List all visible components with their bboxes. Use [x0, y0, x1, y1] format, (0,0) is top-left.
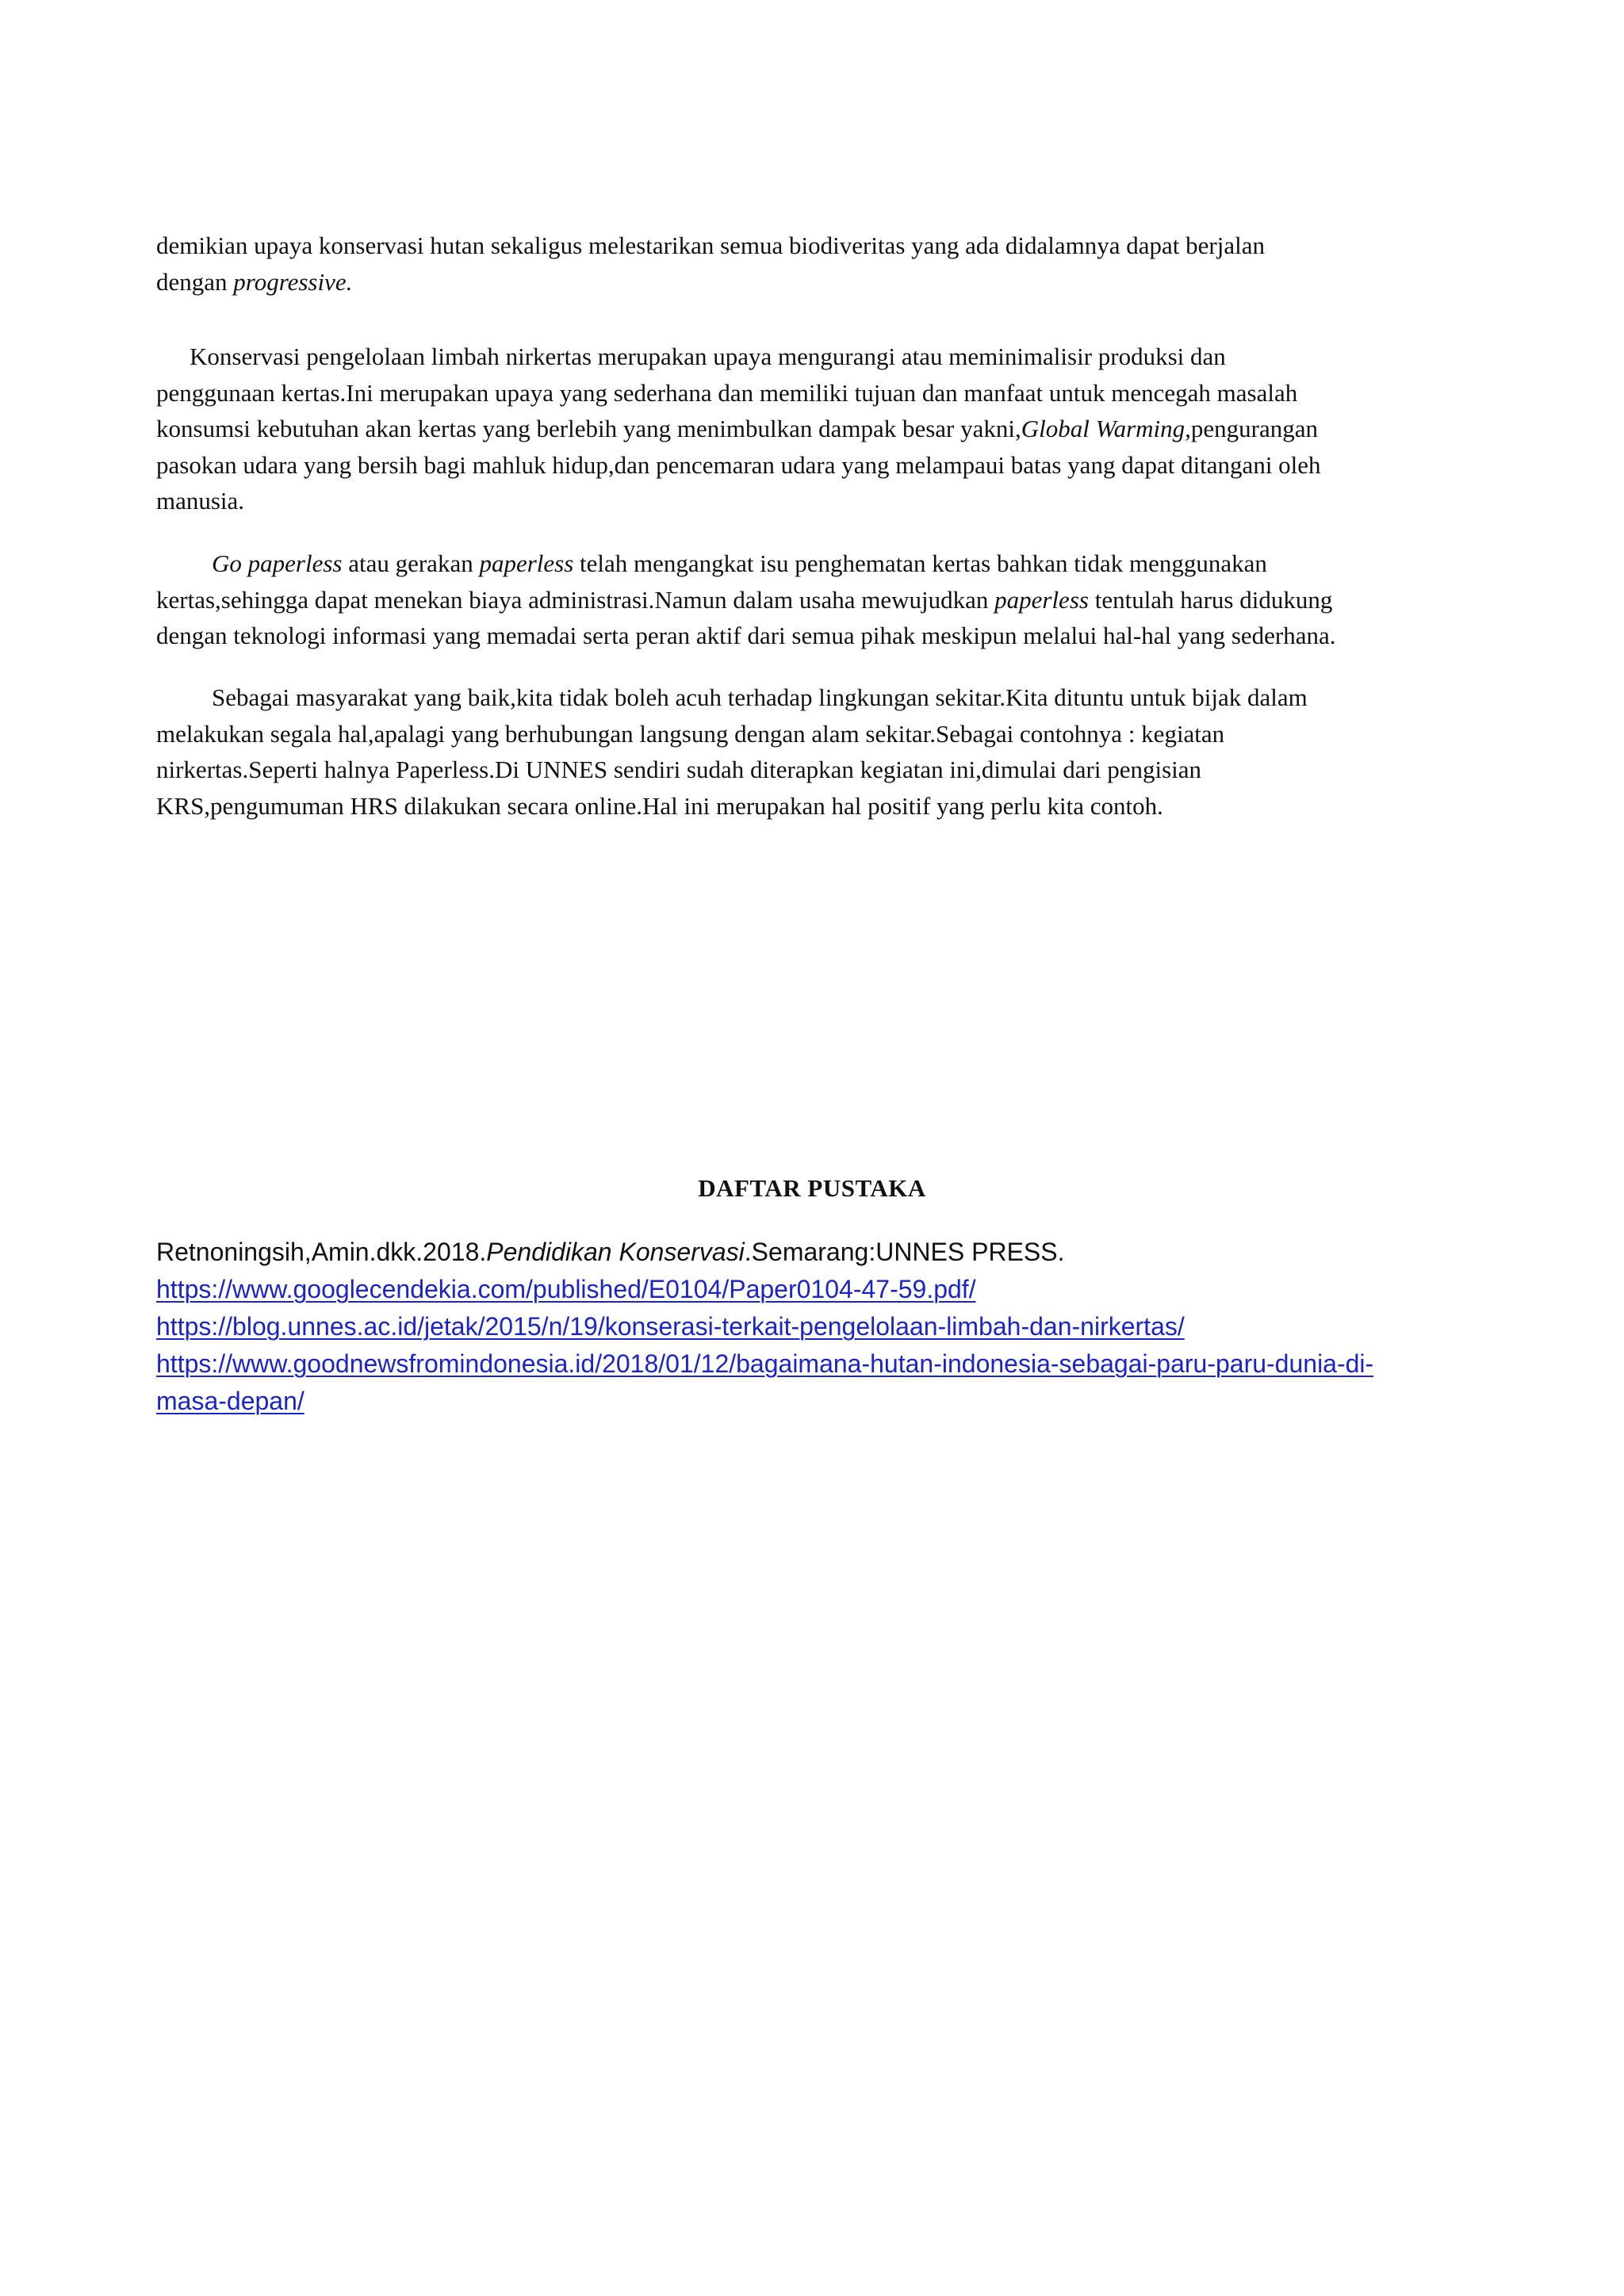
- paragraph-3-line-1-end: telah mengangkat isu penghematan kertas bahkan tidak menggunakan: [573, 549, 1267, 577]
- paragraph-4: [156, 679, 1488, 824]
- reference-link-3-line-1[interactable]: https://www.goodnewsfromindonesia.id/2018/01/12/bagaimana-hutan-indonesia-sebagai-paru-paru-dunia-di-: [156, 1349, 1374, 1378]
- references-heading: DAFTAR PUSTAKA: [698, 1174, 926, 1202]
- paragraph-4-line-4: KRS,pengumuman HRS dilakukan secara online.Hal ini merupakan hal positif yang perlu kita contoh.: [156, 791, 1163, 820]
- paragraph-1-line-2: [156, 264, 1488, 300]
- paragraph-2-line-3: [156, 411, 1488, 447]
- reference-link-1[interactable]: https://www.googlecendekia.com/published/E0104/Paper0104-47-59.pdf/: [156, 1275, 976, 1303]
- paragraph-3-line-2-start: kertas,sehingga dapat menekan biaya administrasi.Namun dalam usaha mewujudkan: [156, 585, 995, 614]
- reference-book-title: Pendidikan Konservasi: [486, 1238, 745, 1266]
- paragraph-3-line-1: [156, 545, 1488, 582]
- paragraph-3-italic-term-a: Go paperless: [212, 549, 343, 577]
- paragraph-2-line-3-start: konsumsi kebutuhan akan kertas yang berlebih yang menimbulkan dampak besar yakni,: [156, 415, 1021, 442]
- paragraph-1-line-1: demikian upaya konservasi hutan sekaligus melestarikan semua biodiveritas yang ada didalamnya dapat berjalan: [156, 232, 1265, 259]
- paragraph-1-italic-term: progressive.: [233, 267, 353, 296]
- reference-link-3-line-2[interactable]: masa-depan/: [156, 1387, 304, 1415]
- paragraph-3-line-2: [156, 582, 1488, 618]
- paragraph-2-line-4: pasokan udara yang bersih bagi mahluk hidup,dan pencemaran udara yang melampaui batas yang dapat ditangani oleh: [156, 450, 1321, 479]
- reference-link-2[interactable]: https://blog.unnes.ac.id/jetak/2015/n/19/konserasi-terkait-pengelolaan-limbah-dan-nirkertas/: [156, 1312, 1185, 1341]
- paragraph-3: [156, 545, 1488, 654]
- paragraph-4-line-3: nirkertas.Seperti halnya Paperless.Di UNNES sendiri sudah diterapkan kegiatan ini,dimulai dari pengisian: [156, 756, 1202, 783]
- paragraph-3-line-1-mid: atau gerakan: [342, 549, 480, 577]
- paragraph-2-line-2: penggunaan kertas.Ini merupakan upaya yang sederhana dan memiliki tujuan dan manfaat untuk mencegah masalah: [156, 378, 1298, 407]
- paragraph-3-line-2-end: tentulah harus didukung: [1088, 585, 1333, 614]
- paragraph-2-line-5: manusia.: [156, 487, 245, 515]
- paragraph-4-line-2: melakukan segala hal,apalagi yang berhubungan langsung dengan alam sekitar.Sebagai contohnya : kegiatan: [156, 719, 1225, 748]
- references-list: [156, 1234, 1504, 1420]
- paragraph-3-italic-term-c: paperless: [994, 585, 1089, 614]
- paragraph-1: [156, 228, 1488, 300]
- paragraph-4-line-1: Sebagai masyarakat yang baik,kita tidak boleh acuh terhadap lingkungan sekitar.Kita dituntu untuk bijak dalam: [212, 683, 1308, 711]
- paragraph-3-line-3: dengan teknologi informasi yang memadai serta peran aktif dari semua pihak meskipun melalui hal-hal yang sederhana.: [156, 622, 1336, 649]
- paragraph-2-line-3-end: pengurangan: [1190, 415, 1319, 442]
- reference-book-author: Retnoningsih,Amin.dkk.2018.: [156, 1238, 487, 1266]
- paragraph-2: [156, 339, 1488, 519]
- paragraph-1-line-2-text: dengan: [156, 267, 234, 296]
- paragraph-2-line-1: Konservasi pengelolaan limbah nirkertas merupakan upaya mengurangi atau meminimalisir produksi dan: [190, 342, 1226, 370]
- paragraph-3-italic-term-b: paperless: [479, 549, 574, 577]
- reference-book-publisher: .Semarang:UNNES PRESS.: [744, 1238, 1065, 1266]
- paragraph-2-italic-term: Global Warming,: [1021, 415, 1191, 442]
- reference-book: [156, 1234, 1504, 1271]
